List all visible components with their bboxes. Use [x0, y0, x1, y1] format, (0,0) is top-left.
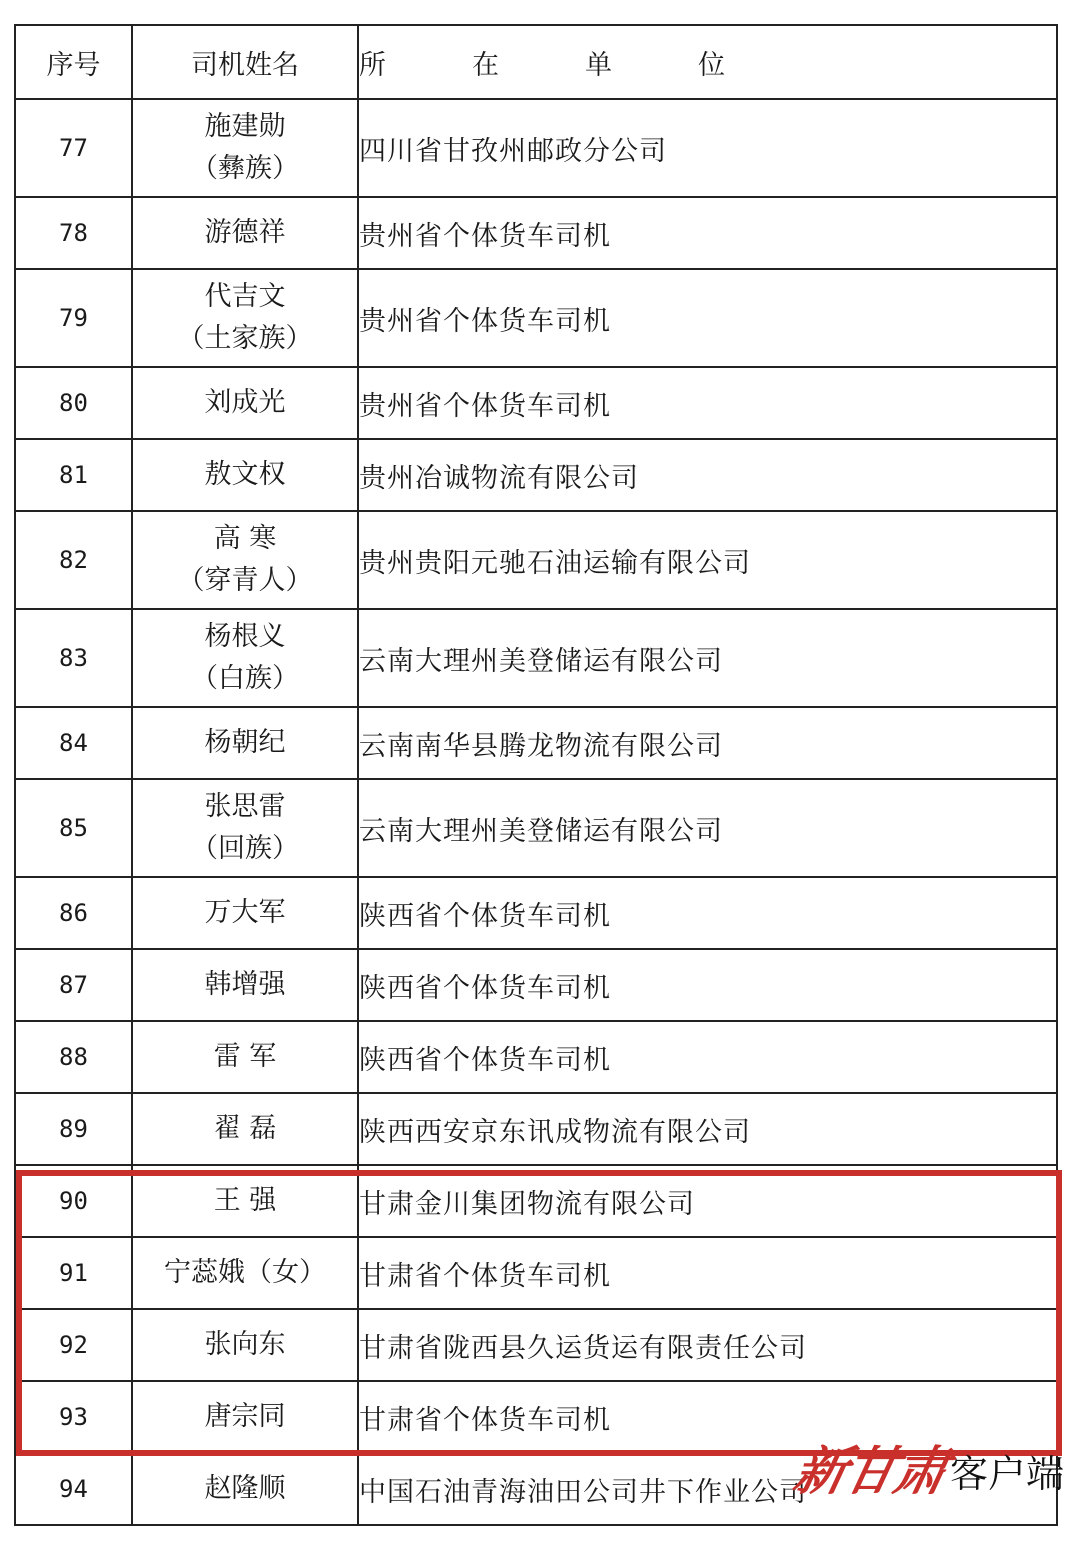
work-unit-cell: 贵州省个体货车司机: [358, 367, 1057, 439]
driver-name: 翟 磊: [213, 1113, 277, 1144]
table-header-row: [15, 25, 1057, 99]
serial-number-cell: 88: [15, 1021, 132, 1093]
table-row: [15, 511, 1057, 609]
driver-name-cell: [132, 511, 358, 609]
work-unit-cell: 陕西省个体货车司机: [358, 949, 1057, 1021]
serial-number-cell: 84: [15, 707, 132, 779]
serial-number-cell: 87: [15, 949, 132, 1021]
table-body: [15, 99, 1057, 1525]
serial-number-cell: 85: [15, 779, 132, 877]
serial-number-cell: 91: [15, 1237, 132, 1309]
driver-ethnicity: （白族）: [191, 663, 299, 694]
serial-number-cell: 93: [15, 1381, 132, 1453]
serial-number-cell: 81: [15, 439, 132, 511]
work-unit-cell: 陕西西安京东讯成物流有限公司: [358, 1093, 1057, 1165]
work-unit-cell: 云南南华县腾龙物流有限公司: [358, 707, 1057, 779]
driver-name: 张向东: [204, 1329, 286, 1360]
driver-name-cell: [132, 1093, 358, 1165]
table-row: [15, 949, 1057, 1021]
work-unit-cell: 贵州省个体货车司机: [358, 269, 1057, 367]
driver-name: 刘成光: [204, 387, 286, 418]
driver-ethnicity: （回族）: [191, 833, 299, 864]
work-unit-cell: 甘肃省陇西县久运货运有限责任公司: [358, 1309, 1057, 1381]
driver-name: 施建勋: [204, 111, 286, 142]
driver-name: 杨朝纪: [204, 727, 286, 758]
driver-name-cell: [132, 439, 358, 511]
driver-name-cell: [132, 609, 358, 707]
driver-name: 雷 军: [213, 1041, 277, 1072]
driver-name-cell: [132, 1453, 358, 1525]
work-unit-cell: 云南大理州美登储运有限公司: [358, 609, 1057, 707]
driver-ethnicity: （土家族）: [177, 323, 313, 354]
table-row: [15, 439, 1057, 511]
driver-name-cell: [132, 99, 358, 197]
table-row: [15, 1309, 1057, 1381]
header-work-unit: 所在单位: [358, 25, 1057, 99]
watermark: [788, 1424, 1064, 1504]
driver-name: 宁蕊娥（女）: [164, 1257, 326, 1288]
driver-name-cell: [132, 367, 358, 439]
work-unit-cell: 云南大理州美登储运有限公司: [358, 779, 1057, 877]
driver-name-cell: [132, 197, 358, 269]
driver-name: 杨根义: [204, 621, 286, 652]
table-row: [15, 367, 1057, 439]
table-row: [15, 197, 1057, 269]
serial-number-cell: 82: [15, 511, 132, 609]
driver-name: 韩增强: [204, 969, 286, 1000]
driver-name-cell: [132, 1021, 358, 1093]
header-serial-number: 序号: [15, 25, 132, 99]
driver-name-cell: [132, 707, 358, 779]
driver-name: 张思雷: [204, 791, 286, 822]
driver-name: 唐宗同: [204, 1401, 286, 1432]
watermark-logo: 新甘肃: [788, 1441, 952, 1502]
serial-number-cell: 83: [15, 609, 132, 707]
driver-name: 游德祥: [204, 217, 286, 248]
table-row: [15, 1165, 1057, 1237]
serial-number-cell: 78: [15, 197, 132, 269]
work-unit-cell: 甘肃省个体货车司机: [358, 1237, 1057, 1309]
work-unit-cell: 陕西省个体货车司机: [358, 1021, 1057, 1093]
driver-roster-table: [14, 24, 1058, 1526]
serial-number-cell: 92: [15, 1309, 132, 1381]
work-unit-cell: 甘肃省个体货车司机: [358, 1381, 1057, 1453]
serial-number-cell: 77: [15, 99, 132, 197]
work-unit-cell: 甘肃金川集团物流有限公司: [358, 1165, 1057, 1237]
watermark-text: 客户端: [949, 1452, 1064, 1496]
work-unit-cell: 四川省甘孜州邮政分公司: [358, 99, 1057, 197]
serial-number-cell: 90: [15, 1165, 132, 1237]
driver-name: 高 寒: [213, 523, 277, 554]
serial-number-cell: 79: [15, 269, 132, 367]
serial-number-cell: 94: [15, 1453, 132, 1525]
driver-name: 王 强: [213, 1185, 277, 1216]
work-unit-cell: 贵州省个体货车司机: [358, 197, 1057, 269]
table-row: [15, 1021, 1057, 1093]
table-row: [15, 1237, 1057, 1309]
table-row: [15, 99, 1057, 197]
work-unit-cell: 陕西省个体货车司机: [358, 877, 1057, 949]
driver-name-cell: [132, 1381, 358, 1453]
driver-name-cell: [132, 1165, 358, 1237]
driver-name: 敖文权: [204, 459, 286, 490]
table-row: [15, 707, 1057, 779]
driver-name-cell: [132, 779, 358, 877]
work-unit-cell: 贵州冶诚物流有限公司: [358, 439, 1057, 511]
driver-name-cell: [132, 877, 358, 949]
table-row: [15, 269, 1057, 367]
serial-number-cell: 80: [15, 367, 132, 439]
driver-name-cell: [132, 269, 358, 367]
driver-name: 赵隆顺: [204, 1473, 286, 1504]
serial-number-cell: 89: [15, 1093, 132, 1165]
table-row: [15, 609, 1057, 707]
driver-ethnicity: （彝族）: [191, 153, 299, 184]
work-unit-cell: 中国石油青海油田公司井下作业公司: [358, 1453, 1057, 1525]
serial-number-cell: 86: [15, 877, 132, 949]
driver-name: 万大军: [204, 897, 286, 928]
table-row: [15, 877, 1057, 949]
driver-name-cell: [132, 949, 358, 1021]
header-driver-name: 司机姓名: [132, 25, 358, 99]
driver-name: 代吉文: [204, 281, 286, 312]
driver-name-cell: [132, 1309, 358, 1381]
table-row: [15, 1093, 1057, 1165]
work-unit-cell: 贵州贵阳元驰石油运输有限公司: [358, 511, 1057, 609]
driver-name-cell: [132, 1237, 358, 1309]
table-row: [15, 779, 1057, 877]
driver-ethnicity: （穿青人）: [177, 565, 313, 596]
